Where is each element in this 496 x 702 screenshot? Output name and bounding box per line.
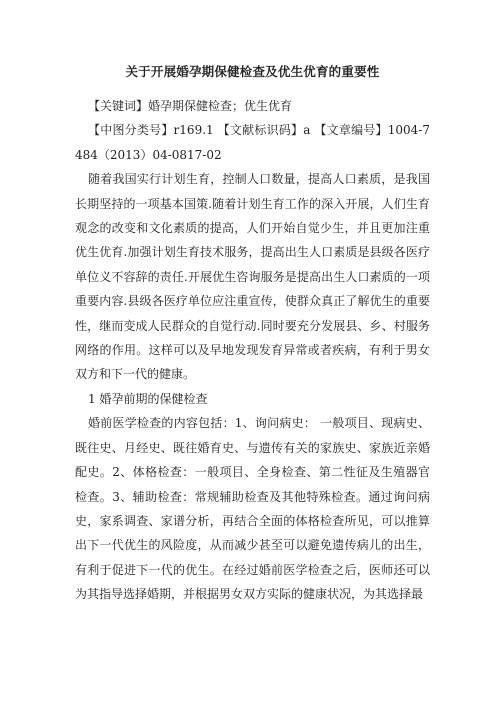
intro-paragraph: 随着我国实行计划生育，控制人口数量，提高人口素质，是我国长期坚持的一项基本国策.随着计划生育工作的深入开展，人们生育观念的改变和文化素质的提高，人们开始自觉少生，并且更加注重优生优育.加强计划生育技术服务，提高出生人口素质是县级各医疗单位义不容辞的责任.开展优生咨询服务是提高出生人口素质的一项重要内容.县级各医疗单位应注重宣传，使群众真正了解优生的重要性，继而变成人民群众的自觉行动.同时要充分发展县、乡、村服务网络的作用。这样可以及早地发现发育异常或者疾病，有利于男女双方和下一代的健康。 [75, 172, 430, 382]
classification-line: 【中图分类号】r169.1 【文献标识码】a 【文章编号】1004-7484（2013）04-0817-02 [75, 123, 430, 162]
section-body-paragraph: 婚前医学检查的内容包括：1、询问病史： 一般项目、现病史、既往史、月经史、既往婚育史、与遗传有关的家族史、家族近亲婚配史。2、体格检查：一般项目、全身检查、第二性征及生殖器官检查。3、辅助检查：常规辅助检查及其他特殊检查。通过询问病史，家系调查、家谱分析，再结合全面的体格检查所见，可以推算出下一代优生的风险度，从而减少甚至可以避免遗传病儿的出生，有利于促进下一代的优生。在经过婚前医学检查之后，医师还可以为其指导选择婚期，并根据男女双方实际的健康状况，为其选择最 [75, 416, 430, 602]
document-title: 关于开展婚孕期保健检查及优生优育的重要性 [125, 64, 380, 79]
keywords-line: 【关键词】婚孕期保健检查；优生优育 [88, 99, 293, 113]
section-heading: 1 婚孕前期的保健检查 [88, 391, 208, 406]
